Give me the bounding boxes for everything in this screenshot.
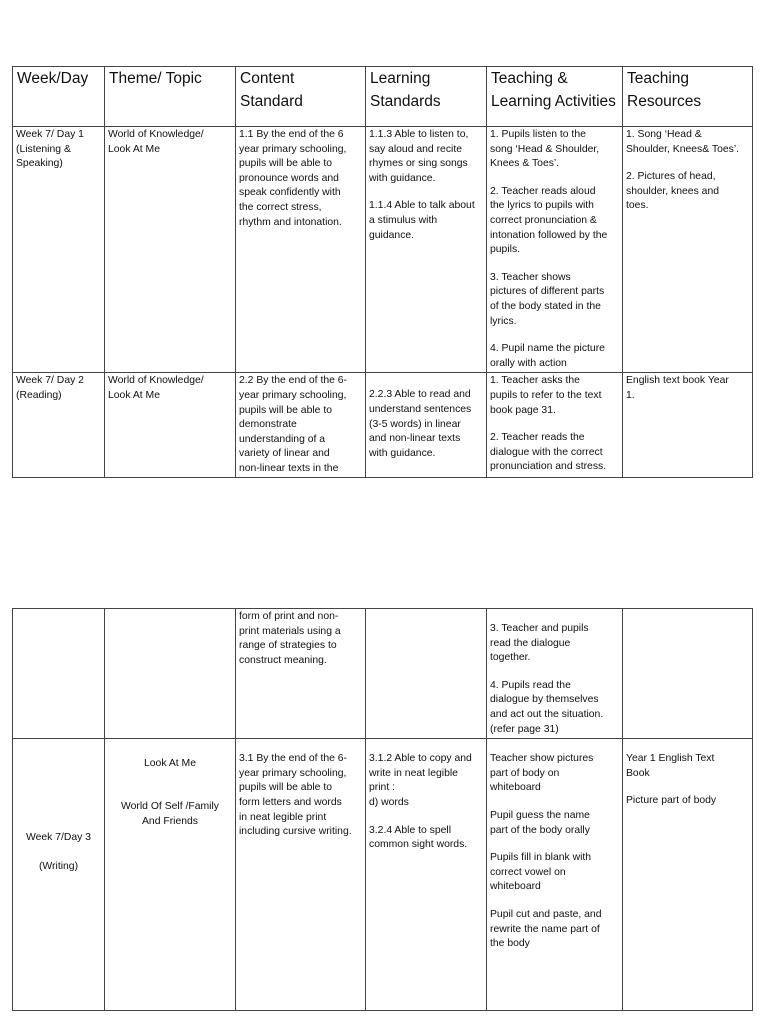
learning-standards-cell: 2.2.3 Able to read and understand sentences (3-5 words) in linear and non-linear texts with guidance.	[366, 373, 487, 478]
content-standard-cell: 2.2 By the end of the 6- year primary schooling, pupils will be able to demonstrate understanding of a variety of linear and non-linear texts in the	[236, 373, 366, 478]
header-learning-standards: Learning Standards	[366, 67, 487, 127]
resources-cell	[623, 609, 753, 739]
table-row	[13, 373, 753, 478]
resources-cell: 1. Song ‘Head & Shoulder, Knees& Toes’. 2. Pictures of head, shoulder, knees and toes.	[623, 127, 753, 373]
header-theme-topic: Theme/ Topic	[105, 67, 236, 127]
header-activities: Teaching & Learning Activities	[487, 67, 623, 127]
header-week-day: Week/Day	[13, 67, 105, 127]
theme-cell: World of Knowledge/ Look At Me	[105, 373, 236, 478]
table-header-row	[13, 67, 753, 127]
week-day-cell: Week 7/ Day 1 (Listening & Speaking)	[13, 127, 105, 373]
lesson-plan-table-page2	[12, 608, 753, 1011]
learning-standards-cell: 1.1.3 Able to listen to, say aloud and recite rhymes or sing songs with guidance. 1.1.4 Able to talk about a stimulus with guidance.	[366, 127, 487, 373]
activities-cell: 3. Teacher and pupils read the dialogue together. 4. Pupils read the dialogue by themselves and act out the situation. (refer page 31)	[487, 609, 623, 739]
week-day-cell	[13, 609, 105, 739]
content-standard-cell: 3.1 By the end of the 6- year primary schooling, pupils will be able to form letters and words in neat legible print including cursive writing.	[236, 739, 366, 1011]
resources-cell: English text book Year 1.	[623, 373, 753, 478]
content-standard-cell: 1.1 By the end of the 6 year primary schooling, pupils will be able to pronounce words and speak confidently with the correct stress, rhythm and intonation.	[236, 127, 366, 373]
learning-standards-cell	[366, 609, 487, 739]
activities-cell: 1. Pupils listen to the song ‘Head & Shoulder, Knees & Toes’. 2. Teacher reads aloud the lyrics to pupils with correct pronunciation & intonation followed by the pupils. 3. Teacher shows pictures of different parts of the body stated in the lyrics. 4. Pupil name the picture orally with action	[487, 127, 623, 373]
table-row	[13, 739, 753, 1011]
table-row	[13, 609, 753, 739]
activities-cell: Teacher show pictures part of body on whiteboard Pupil guess the name part of the body orally Pupils fill in blank with correct vowel on whiteboard Pupil cut and paste, and rewrite the name part of the body	[487, 739, 623, 1011]
table-row	[13, 127, 753, 373]
week-day-cell: Week 7/Day 3 (Writing)	[13, 739, 105, 1011]
lesson-plan-table-page1	[12, 66, 753, 478]
week-day-cell: Week 7/ Day 2 (Reading)	[13, 373, 105, 478]
header-resources: Teaching Resources	[623, 67, 753, 127]
theme-cell: Look At Me World Of Self /Family And Friends	[105, 739, 236, 1011]
theme-cell: World of Knowledge/ Look At Me	[105, 127, 236, 373]
header-content-standard: Content Standard	[236, 67, 366, 127]
content-standard-cell: form of print and non- print materials using a range of strategies to construct meaning.	[236, 609, 366, 739]
resources-cell: Year 1 English Text Book Picture part of body	[623, 739, 753, 1011]
learning-standards-cell: 3.1.2 Able to copy and write in neat legible print : d) words 3.2.4 Able to spell common sight words.	[366, 739, 487, 1011]
activities-cell: 1. Teacher asks the pupils to refer to the text book page 31. 2. Teacher reads the dialogue with the correct pronunciation and stress.	[487, 373, 623, 478]
theme-cell	[105, 609, 236, 739]
